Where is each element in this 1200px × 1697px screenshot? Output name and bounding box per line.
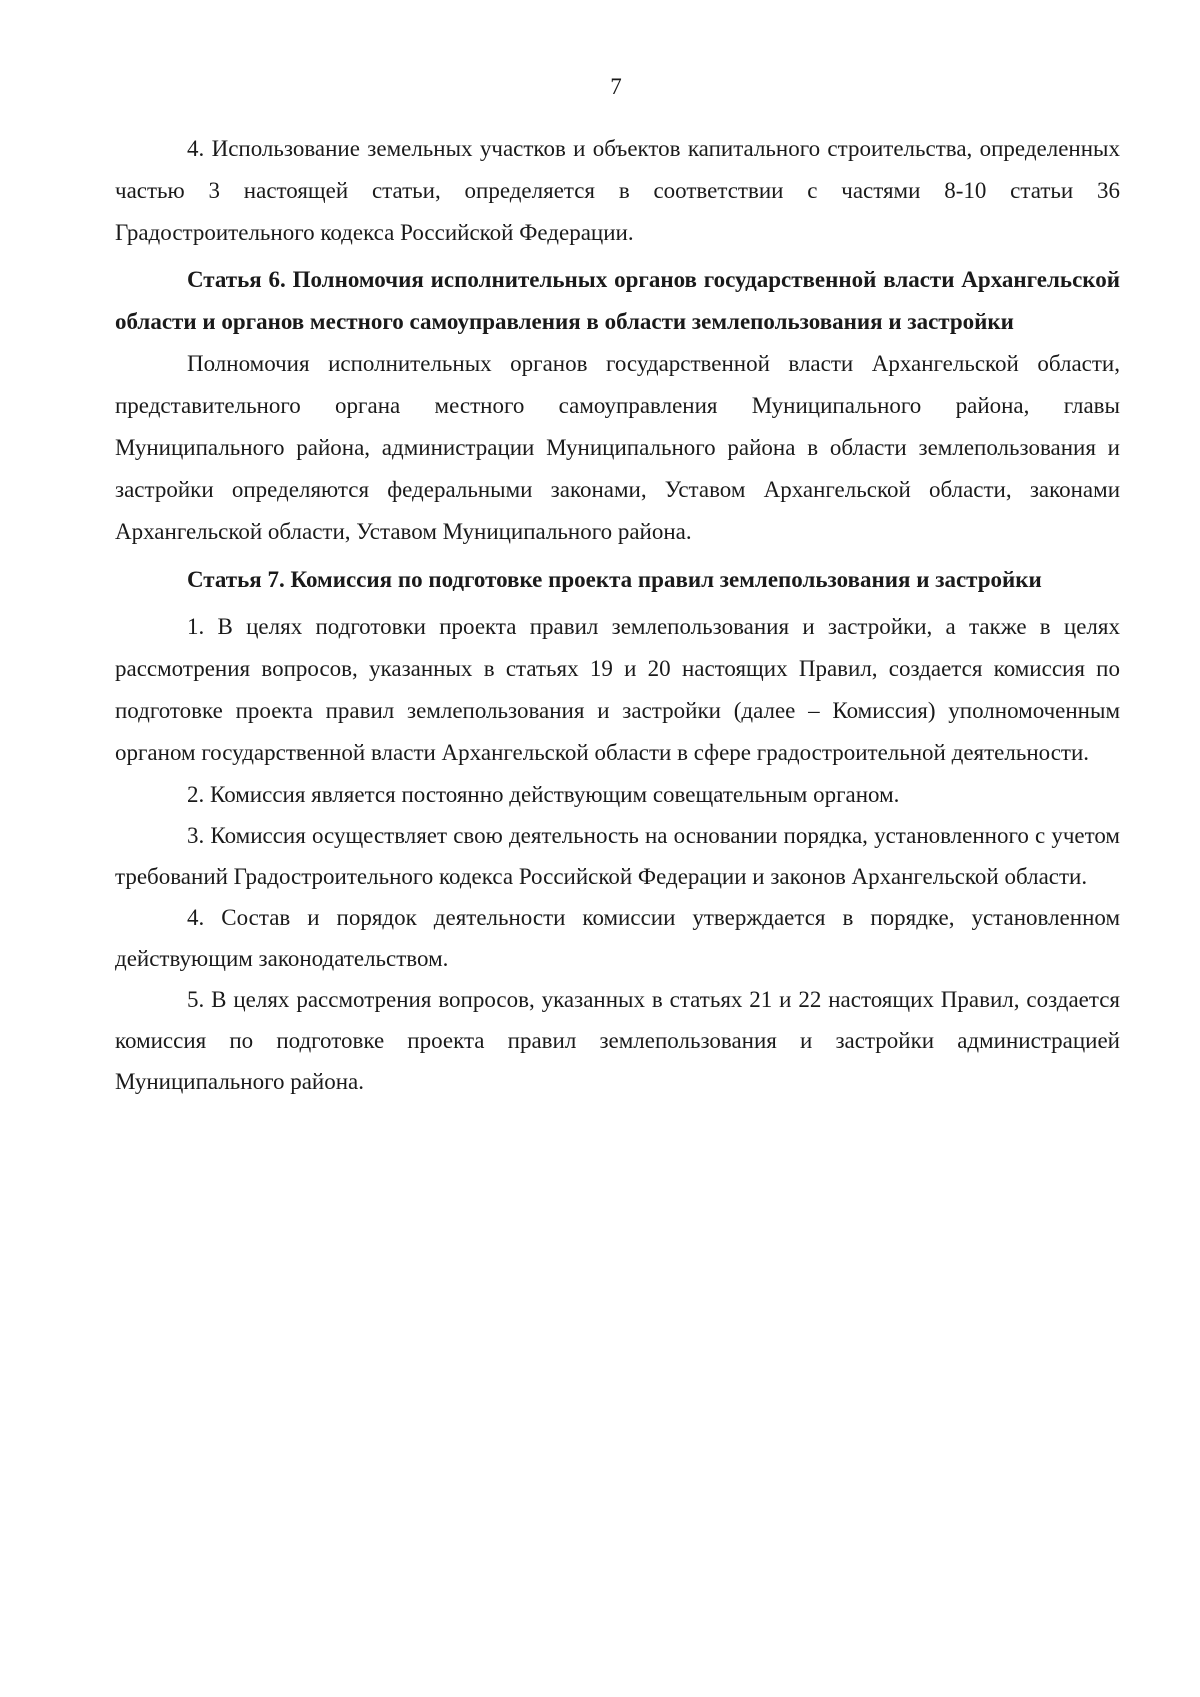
article-6-paragraph: Полномочия исполнительных органов государственной власти Архангельской области, представительного органа местного самоуправления Муниципального района, главы Муниципального района, администрации Муниципального района в области землепользования и застройки определяются федеральными законами, Уставом Архангельской области, законами Архангельской области, Уставом Муниципального района.	[115, 351, 1120, 544]
article-7-paragraph-1: 1. В целях подготовки проекта правил землепользования и застройки, а также в целях рассмотрения вопросов, указанных в статьях 19 и 20 настоящих Правил, создается комиссия по подготовке проекта правил землепользования и застройки (далее – Комиссия) уполномоченным органом государственной власти Архангельской области в сфере градостроительной деятельности.	[115, 614, 1120, 765]
document-body	[115, 128, 1120, 1102]
article-7-paragraph-4: 4. Состав и порядок деятельности комиссии утверждается в порядке, установленном действующим законодательством.	[115, 905, 1120, 971]
page-number: 7	[610, 74, 622, 99]
article-7-paragraph-2: 2. Комиссия является постоянно действующим совещательным органом.	[187, 782, 900, 807]
article-6-heading: Статья 6. Полномочия исполнительных органов государственной власти Архангельской области и органов местного самоуправления в области землепользования и застройки	[115, 267, 1120, 334]
article-7-paragraph-3: 3. Комиссия осуществляет свою деятельность на основании порядка, установленного с учетом требований Градостроительного кодекса Российской Федерации и законов Архангельской области.	[115, 823, 1120, 889]
article-7-paragraph-5: 5. В целях рассмотрения вопросов, указанных в статьях 21 и 22 настоящих Правил, создается комиссия по подготовке проекта правил землепользования и застройки администрацией Муниципального района.	[115, 987, 1120, 1094]
paragraph-4-land-use: 4. Использование земельных участков и объектов капитального строительства, определенных частью 3 настоящей статьи, определяется в соответствии с частями 8-10 статьи 36 Градостроительного кодекса Российской Федерации.	[115, 136, 1120, 245]
article-7-heading: Статья 7. Комиссия по подготовке проекта правил землепользования и застройки	[187, 567, 1042, 592]
